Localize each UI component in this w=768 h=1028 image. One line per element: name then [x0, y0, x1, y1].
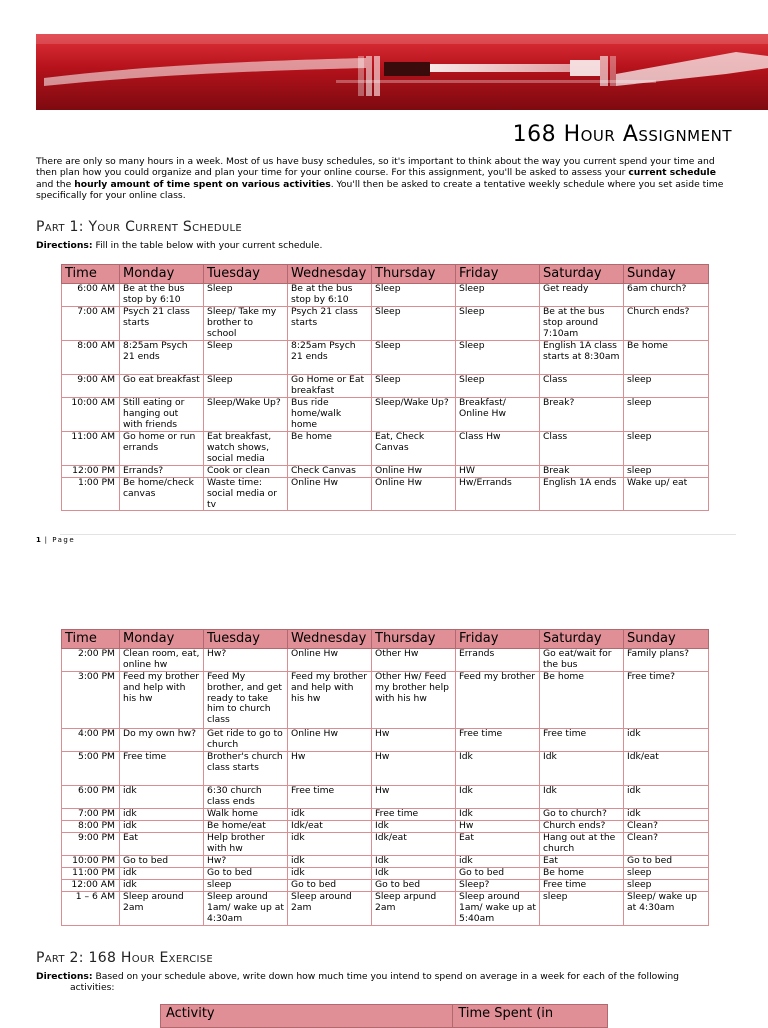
activity-header-row: [161, 1005, 608, 1028]
schedule-cell: 6am church?: [624, 284, 709, 307]
time-cell: 7:00 PM: [62, 809, 120, 821]
schedule-cell: Go to church?: [540, 809, 624, 821]
schedule-cell: Hw: [372, 786, 456, 809]
schedule-cell: Hw: [288, 752, 372, 786]
schedule-cell: Do my own hw?: [120, 729, 204, 752]
schedule-cell: Eat, Check Canvas: [372, 432, 456, 466]
schedule-cell: Sleep: [372, 375, 456, 398]
schedule-cell: Church ends?: [624, 307, 709, 341]
schedule-cell: Be at the bus stop by 6:10: [120, 284, 204, 307]
schedule-cell: Hw: [372, 729, 456, 752]
schedule-cell: Sleep: [372, 307, 456, 341]
schedule-cell: Church ends?: [540, 821, 624, 833]
schedule-cell: Go to bed: [456, 868, 540, 880]
table-header-row: [62, 630, 709, 649]
footer-divider: [60, 534, 736, 535]
time-cell: 10:00 PM: [62, 856, 120, 868]
schedule-cell: idk: [288, 833, 372, 856]
schedule-cell: Idk: [540, 786, 624, 809]
schedule-cell: Errands?: [120, 466, 204, 478]
part1-directions: Directions: Fill in the table below with your current schedule.: [36, 240, 323, 251]
schedule-cell: Go to bed: [624, 856, 709, 868]
schedule-cell: Be at the bus stop by 6:10: [288, 284, 372, 307]
schedule-cell: sleep: [624, 432, 709, 466]
table-row: [62, 398, 709, 432]
schedule-cell: sleep: [624, 466, 709, 478]
table-row: [62, 892, 709, 926]
time-cell: 6:00 PM: [62, 786, 120, 809]
time-cell: 1:00 PM: [62, 478, 120, 511]
schedule-cell: Hang out at the church: [540, 833, 624, 856]
schedule-cell: Sleep/ Take my brother to school: [204, 307, 288, 341]
schedule-cell: Idk: [456, 752, 540, 786]
schedule-cell: Idk: [456, 786, 540, 809]
schedule-cell: Help brother with hw: [204, 833, 288, 856]
schedule-cell: 8:25am Psych 21 ends: [288, 341, 372, 375]
schedule-cell: sleep: [624, 398, 709, 432]
schedule-cell: idk: [624, 809, 709, 821]
schedule-cell: 6:30 church class ends: [204, 786, 288, 809]
schedule-cell: Sleep: [204, 284, 288, 307]
schedule-cell: Eat: [456, 833, 540, 856]
column-header: Sunday: [624, 630, 709, 649]
schedule-cell: HW: [456, 466, 540, 478]
schedule-cell: idk: [456, 856, 540, 868]
column-header: Monday: [120, 265, 204, 284]
schedule-cell: Other Hw: [372, 649, 456, 672]
schedule-cell: Go eat/wait for the bus: [540, 649, 624, 672]
schedule-cell: idk: [120, 821, 204, 833]
time-cell: 8:00 PM: [62, 821, 120, 833]
schedule-cell: Free time: [540, 729, 624, 752]
schedule-cell: Class: [540, 432, 624, 466]
column-header: Saturday: [540, 265, 624, 284]
schedule-cell: Family plans?: [624, 649, 709, 672]
schedule-cell: sleep: [624, 868, 709, 880]
schedule-cell: Go to bed: [288, 880, 372, 892]
table-row: [62, 649, 709, 672]
schedule-cell: Online Hw: [288, 729, 372, 752]
schedule-cell: Hw: [456, 821, 540, 833]
schedule-cell: Clean?: [624, 833, 709, 856]
schedule-table-1: [61, 264, 709, 511]
schedule-cell: Sleep: [456, 375, 540, 398]
schedule-cell: Go eat breakfast: [120, 375, 204, 398]
schedule-cell: Sleep arpund 2am: [372, 892, 456, 926]
table-row: [62, 341, 709, 375]
part2-heading: Part 2: 168 Hour Exercise: [36, 950, 213, 966]
column-header: Wednesday: [288, 265, 372, 284]
schedule-cell: Free time: [120, 752, 204, 786]
schedule-cell: idk: [120, 880, 204, 892]
schedule-cell: Idk/eat: [288, 821, 372, 833]
schedule-cell: Feed my brother: [456, 672, 540, 729]
schedule-cell: idk: [288, 809, 372, 821]
schedule-cell: Free time?: [624, 672, 709, 729]
table-row: [62, 868, 709, 880]
table-header-row: [62, 265, 709, 284]
time-cell: 4:00 PM: [62, 729, 120, 752]
column-header: Thursday: [372, 265, 456, 284]
part2-directions: Directions: Based on your schedule above, write down how much time you intend to spend on average in a week for each of the following activities:: [36, 971, 679, 993]
table-row: [62, 833, 709, 856]
time-cell: 11:00 AM: [62, 432, 120, 466]
schedule-cell: Clean?: [624, 821, 709, 833]
time-cell: 12:00 PM: [62, 466, 120, 478]
schedule-cell: Sleep around 2am: [288, 892, 372, 926]
column-header: Time: [62, 265, 120, 284]
schedule-cell: Psych 21 class starts: [288, 307, 372, 341]
schedule-cell: English 1A class starts at 8:30am: [540, 341, 624, 375]
column-header: Time: [62, 630, 120, 649]
time-cell: 12:00 AM: [62, 880, 120, 892]
schedule-cell: Hw/Errands: [456, 478, 540, 511]
schedule-cell: Get ready: [540, 284, 624, 307]
schedule-cell: Class: [540, 375, 624, 398]
table-row: [62, 284, 709, 307]
part1-heading: Part 1: Your Current Schedule: [36, 219, 242, 235]
header-banner: [36, 34, 768, 110]
schedule-cell: sleep: [624, 880, 709, 892]
table-row: [62, 809, 709, 821]
schedule-cell: Check Canvas: [288, 466, 372, 478]
schedule-cell: Go to bed: [204, 868, 288, 880]
schedule-cell: Idk: [372, 856, 456, 868]
activity-column-header: Activity: [161, 1005, 453, 1028]
schedule-cell: Idk: [372, 868, 456, 880]
schedule-cell: Sleep/Wake Up?: [372, 398, 456, 432]
schedule-cell: Sleep?: [456, 880, 540, 892]
schedule-cell: Sleep around 2am: [120, 892, 204, 926]
schedule-cell: Other Hw/ Feed my brother help with his hw: [372, 672, 456, 729]
schedule-cell: Online Hw: [372, 478, 456, 511]
schedule-cell: Sleep: [456, 341, 540, 375]
schedule-cell: Go Home or Eat breakfast: [288, 375, 372, 398]
schedule-cell: Cook or clean: [204, 466, 288, 478]
schedule-cell: idk: [288, 868, 372, 880]
document-title: 168 Hour Assignment: [512, 122, 732, 147]
column-header: Tuesday: [204, 630, 288, 649]
schedule-cell: Sleep: [372, 341, 456, 375]
table-row: [62, 466, 709, 478]
schedule-cell: Sleep: [456, 284, 540, 307]
time-cell: 10:00 AM: [62, 398, 120, 432]
column-header: Sunday: [624, 265, 709, 284]
schedule-cell: sleep: [624, 375, 709, 398]
schedule-cell: Be home: [624, 341, 709, 375]
schedule-cell: Idk: [372, 821, 456, 833]
schedule-cell: sleep: [540, 892, 624, 926]
time-cell: 6:00 AM: [62, 284, 120, 307]
schedule-cell: Be home: [540, 868, 624, 880]
column-header: Wednesday: [288, 630, 372, 649]
schedule-cell: Idk/eat: [624, 752, 709, 786]
table-row: [62, 786, 709, 809]
time-cell: 2:00 PM: [62, 649, 120, 672]
banner-graphic: [36, 34, 768, 110]
table-row: [62, 478, 709, 511]
table-row: [62, 432, 709, 466]
time-cell: 7:00 AM: [62, 307, 120, 341]
schedule-cell: Feed my brother and help with his hw: [120, 672, 204, 729]
schedule-cell: Free time: [540, 880, 624, 892]
schedule-cell: Idk: [456, 809, 540, 821]
schedule-cell: idk: [120, 786, 204, 809]
schedule-cell: Class Hw: [456, 432, 540, 466]
column-header: Thursday: [372, 630, 456, 649]
schedule-cell: Psych 21 class starts: [120, 307, 204, 341]
time-cell: 9:00 AM: [62, 375, 120, 398]
column-header: Friday: [456, 630, 540, 649]
schedule-cell: Sleep: [204, 341, 288, 375]
schedule-cell: English 1A ends: [540, 478, 624, 511]
schedule-cell: Feed My brother, and get ready to take him to church class: [204, 672, 288, 729]
schedule-cell: Sleep: [456, 307, 540, 341]
schedule-cell: Still eating or hanging out with friends: [120, 398, 204, 432]
schedule-cell: Be home/eat: [204, 821, 288, 833]
schedule-cell: Be home: [540, 672, 624, 729]
schedule-cell: Break: [540, 466, 624, 478]
time-cell: 5:00 PM: [62, 752, 120, 786]
schedule-cell: Be home/check canvas: [120, 478, 204, 511]
schedule-cell: Free time: [456, 729, 540, 752]
schedule-cell: Bus ride home/walk home: [288, 398, 372, 432]
schedule-cell: Sleep/ wake up at 4:30am: [624, 892, 709, 926]
schedule-cell: Hw?: [204, 649, 288, 672]
schedule-cell: Sleep around 1am/ wake up at 5:40am: [456, 892, 540, 926]
table-row: [62, 821, 709, 833]
time-spent-column-header: Time Spent (in: [453, 1005, 608, 1028]
schedule-cell: sleep: [204, 880, 288, 892]
table-row: [62, 856, 709, 868]
table-row: [62, 375, 709, 398]
schedule-cell: Online Hw: [372, 466, 456, 478]
schedule-cell: Hw?: [204, 856, 288, 868]
schedule-cell: Clean room, eat, online hw: [120, 649, 204, 672]
table-row: [62, 880, 709, 892]
schedule-cell: Go to bed: [120, 856, 204, 868]
time-cell: 8:00 AM: [62, 341, 120, 375]
table-row: [62, 729, 709, 752]
schedule-cell: Free time: [372, 809, 456, 821]
schedule-cell: Online Hw: [288, 478, 372, 511]
schedule-cell: Free time: [288, 786, 372, 809]
time-cell: 3:00 PM: [62, 672, 120, 729]
schedule-cell: Walk home: [204, 809, 288, 821]
schedule-cell: Sleep: [204, 375, 288, 398]
schedule-cell: Be home: [288, 432, 372, 466]
schedule-cell: Idk/eat: [372, 833, 456, 856]
schedule-cell: Feed my brother and help with his hw: [288, 672, 372, 729]
schedule-table-2: [61, 629, 709, 926]
column-header: Monday: [120, 630, 204, 649]
schedule-cell: Sleep: [372, 284, 456, 307]
activity-table: [160, 1004, 608, 1028]
column-header: Saturday: [540, 630, 624, 649]
table-row: [62, 672, 709, 729]
table-row: [62, 307, 709, 341]
column-header: Tuesday: [204, 265, 288, 284]
schedule-cell: Wake up/ eat: [624, 478, 709, 511]
schedule-cell: Sleep/Wake Up?: [204, 398, 288, 432]
intro-paragraph: There are only so many hours in a week. Most of us have busy schedules, so it's important to think about the way you current spend your time and then plan how you could organize and plan your time for your online course. For this assignment, you'll be asked to assess your current schedule and the hourly amount of time spent on various activities. You'll then be asked to create a tentative weekly schedule where you set aside time specifically for your online class.: [36, 156, 724, 201]
schedule-cell: Go home or run errands: [120, 432, 204, 466]
schedule-cell: Sleep around 1am/ wake up at 4:30am: [204, 892, 288, 926]
schedule-cell: Eat: [540, 856, 624, 868]
schedule-cell: Be at the bus stop around 7:10am: [540, 307, 624, 341]
schedule-cell: Break?: [540, 398, 624, 432]
time-cell: 11:00 PM: [62, 868, 120, 880]
schedule-cell: idk: [120, 868, 204, 880]
schedule-cell: 8:25am Psych 21 ends: [120, 341, 204, 375]
schedule-cell: Waste time: social media or tv: [204, 478, 288, 511]
schedule-cell: Brother's church class starts: [204, 752, 288, 786]
schedule-cell: Eat: [120, 833, 204, 856]
page-footer: 1 | Page: [36, 536, 76, 544]
schedule-cell: Go to bed: [372, 880, 456, 892]
schedule-cell: Errands: [456, 649, 540, 672]
schedule-cell: Hw: [372, 752, 456, 786]
column-header: Friday: [456, 265, 540, 284]
schedule-cell: Idk: [540, 752, 624, 786]
schedule-cell: Eat breakfast, watch shows, social media: [204, 432, 288, 466]
schedule-cell: Online Hw: [288, 649, 372, 672]
schedule-cell: idk: [624, 786, 709, 809]
time-cell: 1 – 6 AM: [62, 892, 120, 926]
time-cell: 9:00 PM: [62, 833, 120, 856]
schedule-cell: Get ride to go to church: [204, 729, 288, 752]
schedule-cell: Breakfast/ Online Hw: [456, 398, 540, 432]
schedule-cell: idk: [120, 809, 204, 821]
table-row: [62, 752, 709, 786]
schedule-cell: idk: [288, 856, 372, 868]
schedule-cell: idk: [624, 729, 709, 752]
